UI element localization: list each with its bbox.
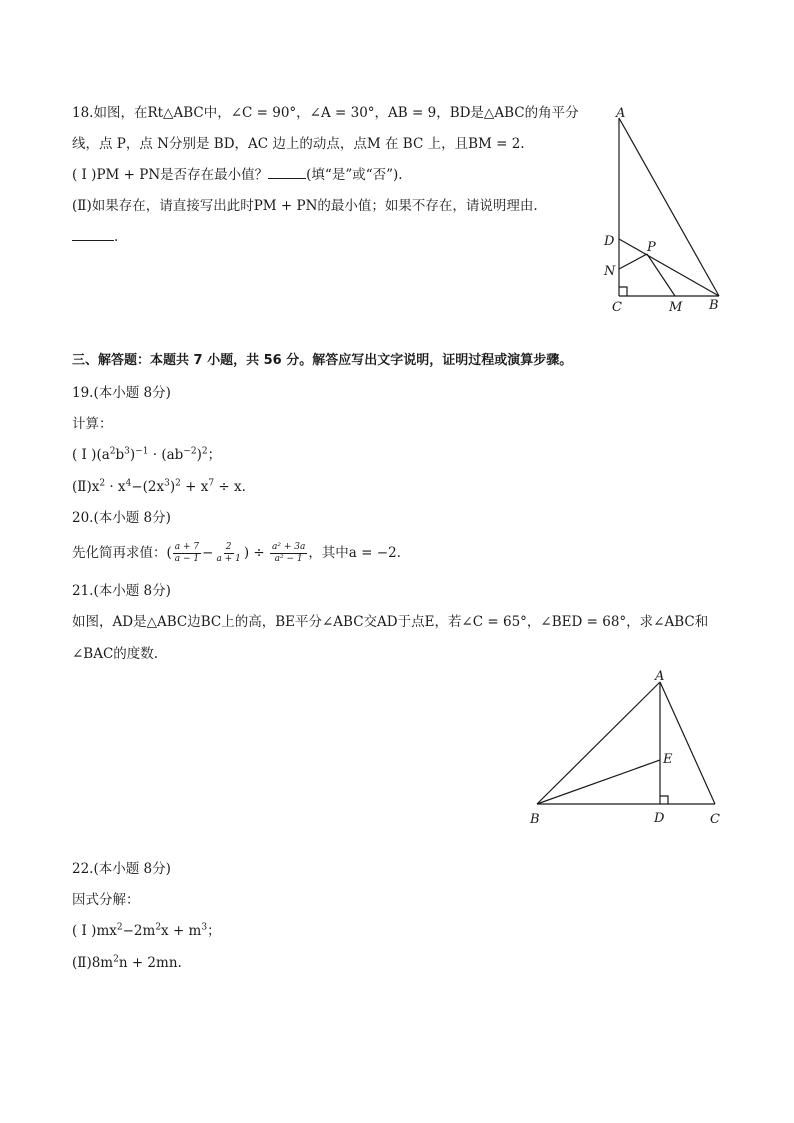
q20-expression: 先化简再求值：( $\frac{a + 7}{a - 1}$ − $\frac{2}{a + 1}$ ) ÷ $\frac{\text{a² + 3a}}{\text{a² − 1}}$ ，其中a = −2.: [72, 542, 401, 564]
side-ab: [537, 682, 660, 804]
q19-part-2: $(Ⅱ)x^2 \cdot x^4-(2x^3)^2 + x^7 \div x$.: [72, 478, 246, 495]
q21-title: 21.(本小题 8分): [72, 583, 171, 599]
label-p: P: [647, 240, 656, 255]
fraction-1: $\frac{a + 7}{a - 1}$: [174, 542, 200, 564]
q22-title: 22.(本小题 8分): [72, 861, 171, 877]
q18-line-1: 18.如图，在Rt△ABC中，∠C = 90°，∠A = 30°，AB = 9，BD是△ABC的角平分: [72, 105, 579, 121]
q19-title: 19.(本小题 8分): [72, 385, 171, 401]
label-d: D: [654, 811, 665, 826]
label-a: A: [616, 106, 626, 121]
label-c: C: [612, 300, 622, 315]
q18-part-2: (Ⅱ)如果存在，请直接写出此时PM + PN的最小值；如果不存在，请说明理由.: [72, 198, 538, 214]
section-heading: 三、解答题：本题共 7 小题，共 56 分。解答应写出文字说明，证明过程或演算步骤。: [72, 353, 573, 368]
q18-answer-end: .: [114, 229, 119, 245]
q22-part-2: $(Ⅱ)8m^2n + 2mn$.: [72, 954, 182, 971]
q18-part-1-hint: (填“是”或“否”).: [306, 167, 403, 183]
side-ab: [619, 118, 719, 296]
q21-line-1: 如图，AD是△ABC边BC上的高，BE平分∠ABC交AD于点E，若∠C = 65°，∠BED = 68°，求∠ABC和: [72, 614, 709, 630]
segment-pm: [647, 254, 675, 296]
label-a: A: [655, 669, 665, 684]
q22-prompt: 因式分解：: [72, 892, 140, 908]
q20-title: 20.(本小题 8分): [72, 510, 171, 526]
q21-figure: [520, 665, 730, 830]
q19-prompt: 计算：: [72, 416, 113, 432]
segment-pn: [619, 254, 647, 269]
label-b: B: [530, 812, 540, 827]
q18-answer-line: [72, 228, 118, 246]
label-d: D: [604, 234, 615, 249]
label-m: M: [669, 300, 683, 315]
answer-blank-2: [72, 228, 114, 241]
q22-part-1: ( Ⅰ )$mx^2-2m^2x + m^3$；: [72, 922, 221, 939]
q18-part-1: [72, 166, 403, 184]
label-n: N: [604, 264, 616, 279]
q19-part-1: ( Ⅰ )$(a^2b^3)^{-1} \cdot (ab^{-2})^2$；: [72, 446, 222, 463]
label-e: E: [663, 752, 673, 767]
fraction-2: $\frac{2}{a + 1}$: [216, 542, 241, 564]
side-ac: [660, 682, 715, 804]
right-angle-mark: [619, 287, 627, 296]
right-angle-mark: [660, 796, 668, 804]
q21-line-2: ∠BAC的度数.: [72, 646, 159, 662]
fraction-3: $\frac{\text{a² + 3a}}{\text{a² − 1}}$: [271, 542, 306, 564]
answer-blank: [268, 166, 306, 179]
q18-part-1-text: ( Ⅰ )PM + PN是否存在最小值？: [72, 167, 269, 183]
q18-line-2: 线，点 P，点 N分别是 BD，AC 边上的动点，点M 在 BC 上，且BM = 2.: [72, 136, 525, 152]
bisector-be: [537, 760, 660, 804]
q18-figure: [595, 100, 735, 320]
label-c: C: [710, 812, 720, 827]
label-b: B: [709, 298, 719, 313]
